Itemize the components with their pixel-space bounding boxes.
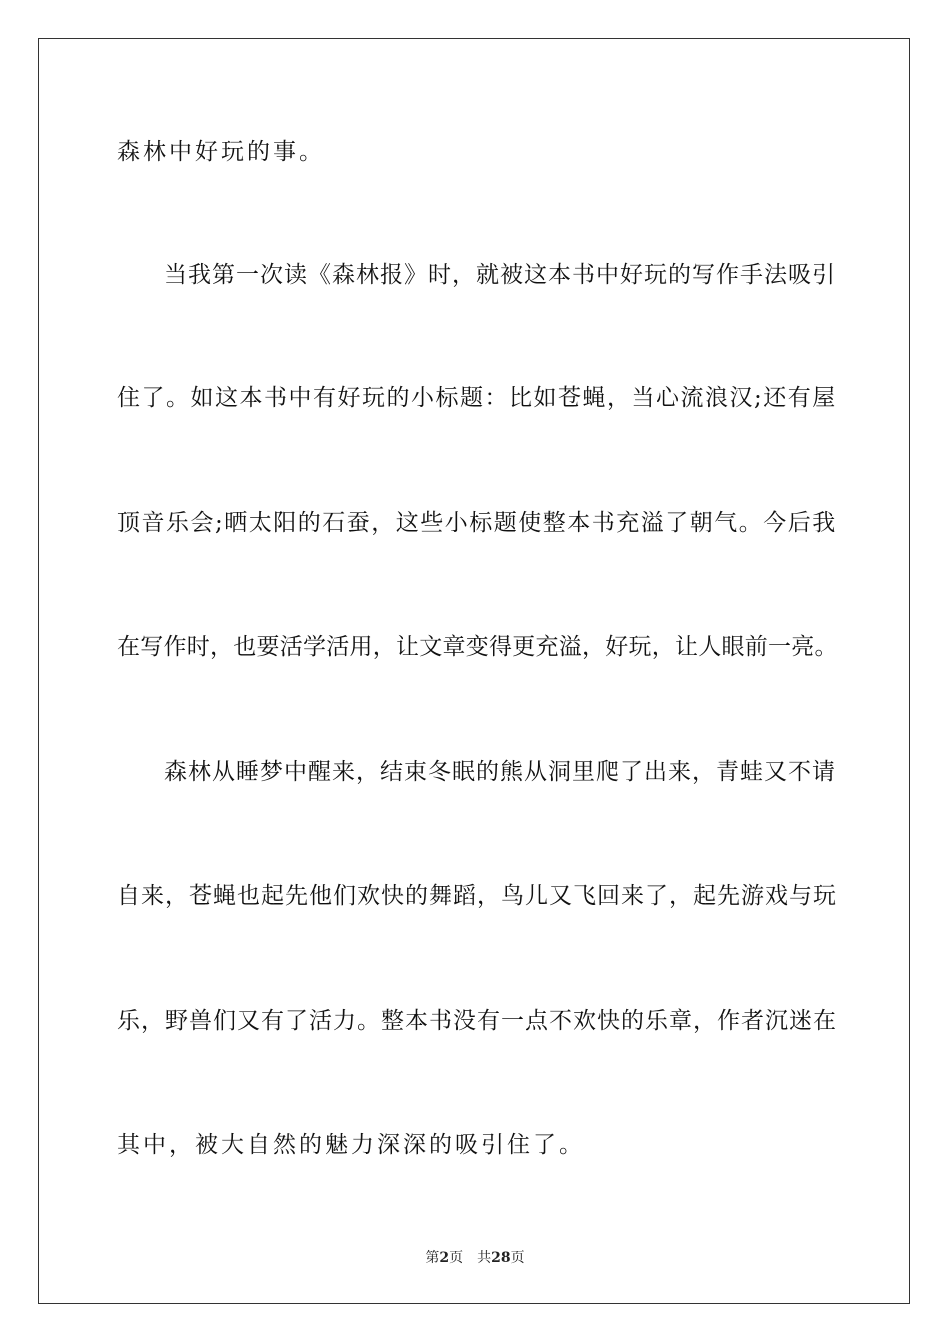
text-line-9: 其中，被大自然的魅力深深的吸引住了。 (117, 1132, 585, 1158)
text-line-7: 自来，苍蝇也起先他们欢快的舞蹈，鸟儿又飞回来了，起先游戏与玩 (117, 883, 837, 909)
total-suffix: 页 (510, 1250, 525, 1266)
page-border (38, 38, 910, 1304)
text-line-3: 住了。如这本书中有好玩的小标题：比如苍蝇，当心流浪汉;还有屋 (117, 385, 837, 411)
page-prefix: 第 (425, 1250, 440, 1266)
text-line-2: 当我第一次读《森林报》时，就被这本书中好玩的写作手法吸引 (164, 262, 836, 288)
text-line-8: 乐，野兽们又有了活力。整本书没有一点不欢快的乐章，作者沉迷在 (117, 1008, 837, 1034)
text-line-4: 顶音乐会;晒太阳的石蚕，这些小标题使整本书充溢了朝气。今后我 (117, 510, 837, 536)
text-line-1: 森林中好玩的事。 (117, 139, 325, 165)
total-pages: 28 (491, 1250, 511, 1266)
page-number: 2 (439, 1250, 450, 1266)
page-footer (0, 1248, 950, 1268)
text-line-5: 在写作时，也要活学活用，让文章变得更充溢，好玩，让人眼前一亮。 (117, 634, 838, 660)
text-line-6: 森林从睡梦中醒来，结束冬眠的熊从洞里爬了出来，青蛙又不请 (164, 759, 836, 785)
page-suffix: 页 (449, 1250, 464, 1266)
total-prefix: 共 (477, 1250, 492, 1266)
